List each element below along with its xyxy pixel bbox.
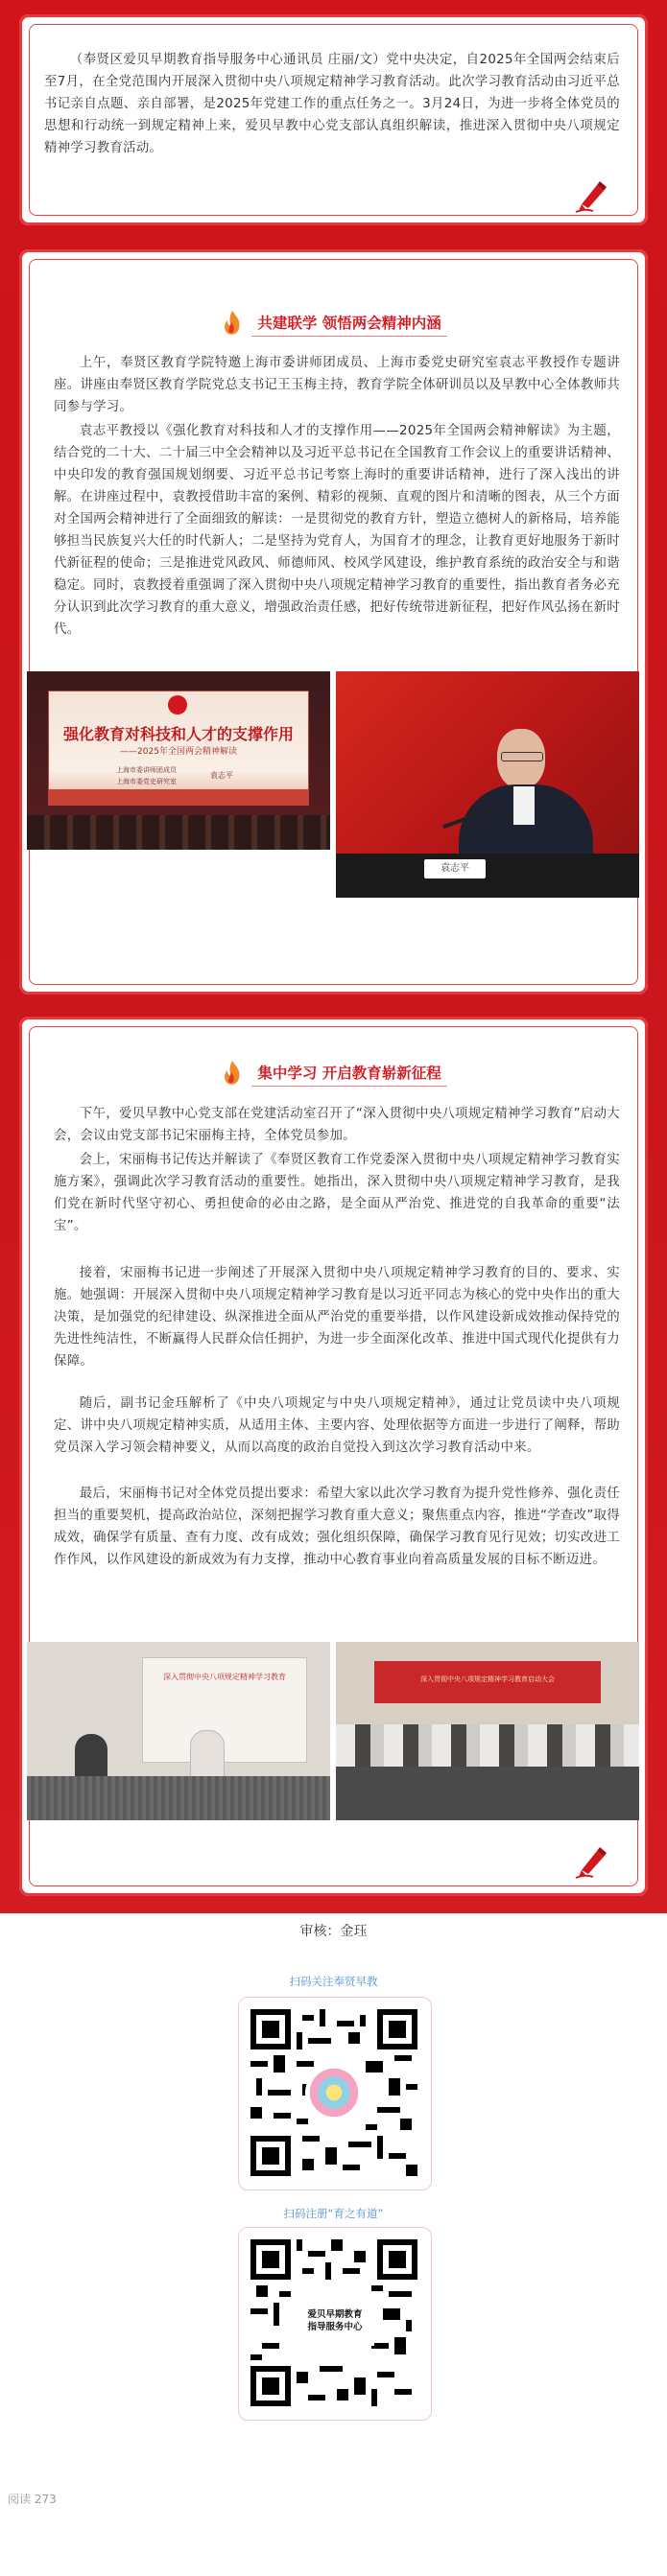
- section1-title: 共建联学 领悟两会精神内涵: [251, 312, 446, 337]
- section2-title: 集中学习 开启教育崭新征程: [251, 1062, 446, 1087]
- section2-paragraph-5: 最后，宋丽梅书记对全体党员提出要求：希望大家以此次学习教育为提升党性修养、强化责任担当的重要契机，提高政治站位，深刻把握学习教育重大意义；聚焦重点内容，推进“学查改”取得成效，确保学有质量、查有力度、改有成效；强化组织保障，确保学习教育见行见效；切实改进工作作风，以作风建设的新成效为有力支撑，推动中心教育事业向着高质量发展的目标不断迈进。: [54, 1487, 620, 1567]
- read-count: 阅读 273: [8, 2493, 57, 2506]
- speaker-shirt: [513, 786, 535, 825]
- pen-icon: [574, 1841, 612, 1880]
- lecture-screen-photo: [27, 671, 330, 850]
- meeting-banner-text: 深入贯彻中央八项规定精神学习教育启动大会: [420, 1675, 555, 1683]
- qr2-center-label: [298, 2308, 371, 2333]
- speaker-glasses: [501, 752, 543, 761]
- qr1-frame: [238, 1997, 432, 2190]
- podium: [336, 854, 639, 898]
- section1-heading: [19, 309, 648, 338]
- qr2-center-line2: 指导服务中心: [307, 2322, 363, 2332]
- party-emblem: [168, 695, 187, 714]
- nameplate: [424, 859, 486, 878]
- section2-paragraph-4: 随后，副书记金珏解析了《中央八项规定与中央八项规定精神》，通过让党员读中央八项规定、讲中央八项规定精神实质，从适用主体、主要内容、处理依据等方面进一步进行了阐释，帮助党员深入学习领会精神要义，从而以高度的政治自觉投入到这次学习教育活动中来。: [54, 1396, 620, 1455]
- meeting-table: [27, 1776, 330, 1820]
- section2-card: [19, 1017, 648, 1896]
- screen-line1: 上海市委讲师团成员: [116, 766, 177, 774]
- section2-paragraph-2: 会上，宋丽梅书记传达并解读了《奉贤区教育工作党委深入贯彻中央八项规定精神学习教育实施方案》，强调此次学习教育活动的重要性。她指出，深入贯彻中央八项规定精神学习教育，是我们党在新时代坚守初心、勇担使命的必由之路，是全面从严治党、推进党的自我革命的重要“法宝”。: [54, 1153, 620, 1233]
- screen-subtitle: ——2025年全国两会精神解读: [120, 747, 237, 757]
- audience: [27, 815, 330, 850]
- screen-title: 强化教育对科技和人才的支撑作用: [62, 725, 294, 743]
- screen-tiananmen: [49, 789, 308, 805]
- section2-paragraph-3: 接着，宋丽梅书记进一步阐述了开展深入贯彻中央八项规定精神学习教育的目的、要求、实施。她强调：开展深入贯彻中央八项规定精神学习教育是以习近平同志为核心的党中央作出的重大决策，是加强党的纪律建设、纵深推进全面从严治党的重要举措，以作风建设新成效推动保持党的先进性纯洁性，不断赢得人民群众信任拥护，为进一步全面深化改革、推进中国式现代化提供有力保障。: [54, 1266, 620, 1369]
- reviewer-line: 审核：金珏: [299, 1924, 368, 1939]
- meeting-screen: [142, 1657, 307, 1763]
- pen-icon: [574, 176, 612, 214]
- section1-card: [19, 249, 648, 995]
- qr-code-1[interactable]: [250, 2009, 417, 2176]
- section1-paragraph-2: 袁志平教授以《强化教育对科技和人才的支撑作用——2025年全国两会精神解读》为主题，结合党的二十大、二十届三中全会精神以及习近平总书记在全国教育工作会议上的重要讲话精神、中央印发的教育强国规划纲要、习近平总书记考察上海时的重要讲话精神，进行了深入浅出的讲解。在讲座过程中，袁教授借助丰富的案例、精彩的视频、直观的图片和清晰的图表，从三个方面对全国两会精神进行了全面细致的解读：一是贯彻党的教育方针，塑造立德树人的新格局，培养能够担当民族复兴大任的时代新人；二是坚持为党育人，为国育才的理念，让教育更好地服务于新时代新征程的使命；三是推进党风政风、师德师风、校风学风建设，维护教育系统的政治安全与和谐稳定。同时，袁教授着重强调了深入贯彻中央八项规定精神学习教育的重要性，指出教育者务必充分认识到此次学习教育的重大意义，增强政治责任感，把好传统带进新征程，把好作风弘扬在新时代。: [54, 424, 620, 637]
- qr1-caption: 扫码关注奉贤早教: [289, 1975, 378, 1988]
- meeting-photo-2: [336, 1642, 639, 1820]
- qr2-frame: [238, 2227, 432, 2421]
- meeting-screen-text: 深入贯彻中央八项规定精神学习教育: [163, 1673, 286, 1681]
- screen-name: 袁志平: [210, 771, 233, 780]
- screen-line2: 上海市委党史研究室: [116, 778, 177, 785]
- conference-table: [336, 1767, 639, 1820]
- speaker-photo: [336, 671, 639, 898]
- flame-icon: [220, 1059, 245, 1088]
- meeting-banner: [374, 1661, 601, 1703]
- projection-screen: [48, 691, 309, 806]
- intro-card: [19, 14, 648, 225]
- section1-paragraph-1: 上午，奉贤区教育学院特邀上海市委讲师团成员、上海市委党史研究室袁志平教授作专题讲座。讲座由奉贤区教育学院党总支书记王玉梅主持，教育学院全体研训员以及早教中心全体教师共同参与学习。: [54, 356, 620, 414]
- flame-icon: [220, 309, 245, 338]
- qr2-center-line1: 爱贝早期教育: [307, 2309, 363, 2320]
- nameplate-text: 袁志平: [441, 863, 469, 874]
- section2-heading: [19, 1059, 648, 1088]
- section2-paragraph-1: 下午，爱贝早教中心党支部在党建活动室召开了“深入贯彻中央八项规定精神学习教育”启动大会，会议由党支部书记宋丽梅主持，全体党员参加。: [54, 1107, 620, 1143]
- meeting-photo-1: [27, 1642, 330, 1820]
- qr2-caption: 扫码注册“育之有道”: [283, 2207, 384, 2220]
- participants: [336, 1724, 639, 1772]
- intro-paragraph: （奉贤区爱贝早期教育指导服务中心通讯员 庄丽/文）党中央决定，自2025年全国两会结束后至7月，在全党范围内开展深入贯彻中央八项规定精神学习教育活动。此次学习教育活动由习近平总书记亲自点题、亲自部署，是2025年党建工作的重点任务之一。3月24日，为进一步将全体党员的思想和行动统一到规定精神上来，爱贝早教中心党支部认真组织解读，推进深入贯彻中央八项规定精神学习教育活动。: [44, 53, 620, 155]
